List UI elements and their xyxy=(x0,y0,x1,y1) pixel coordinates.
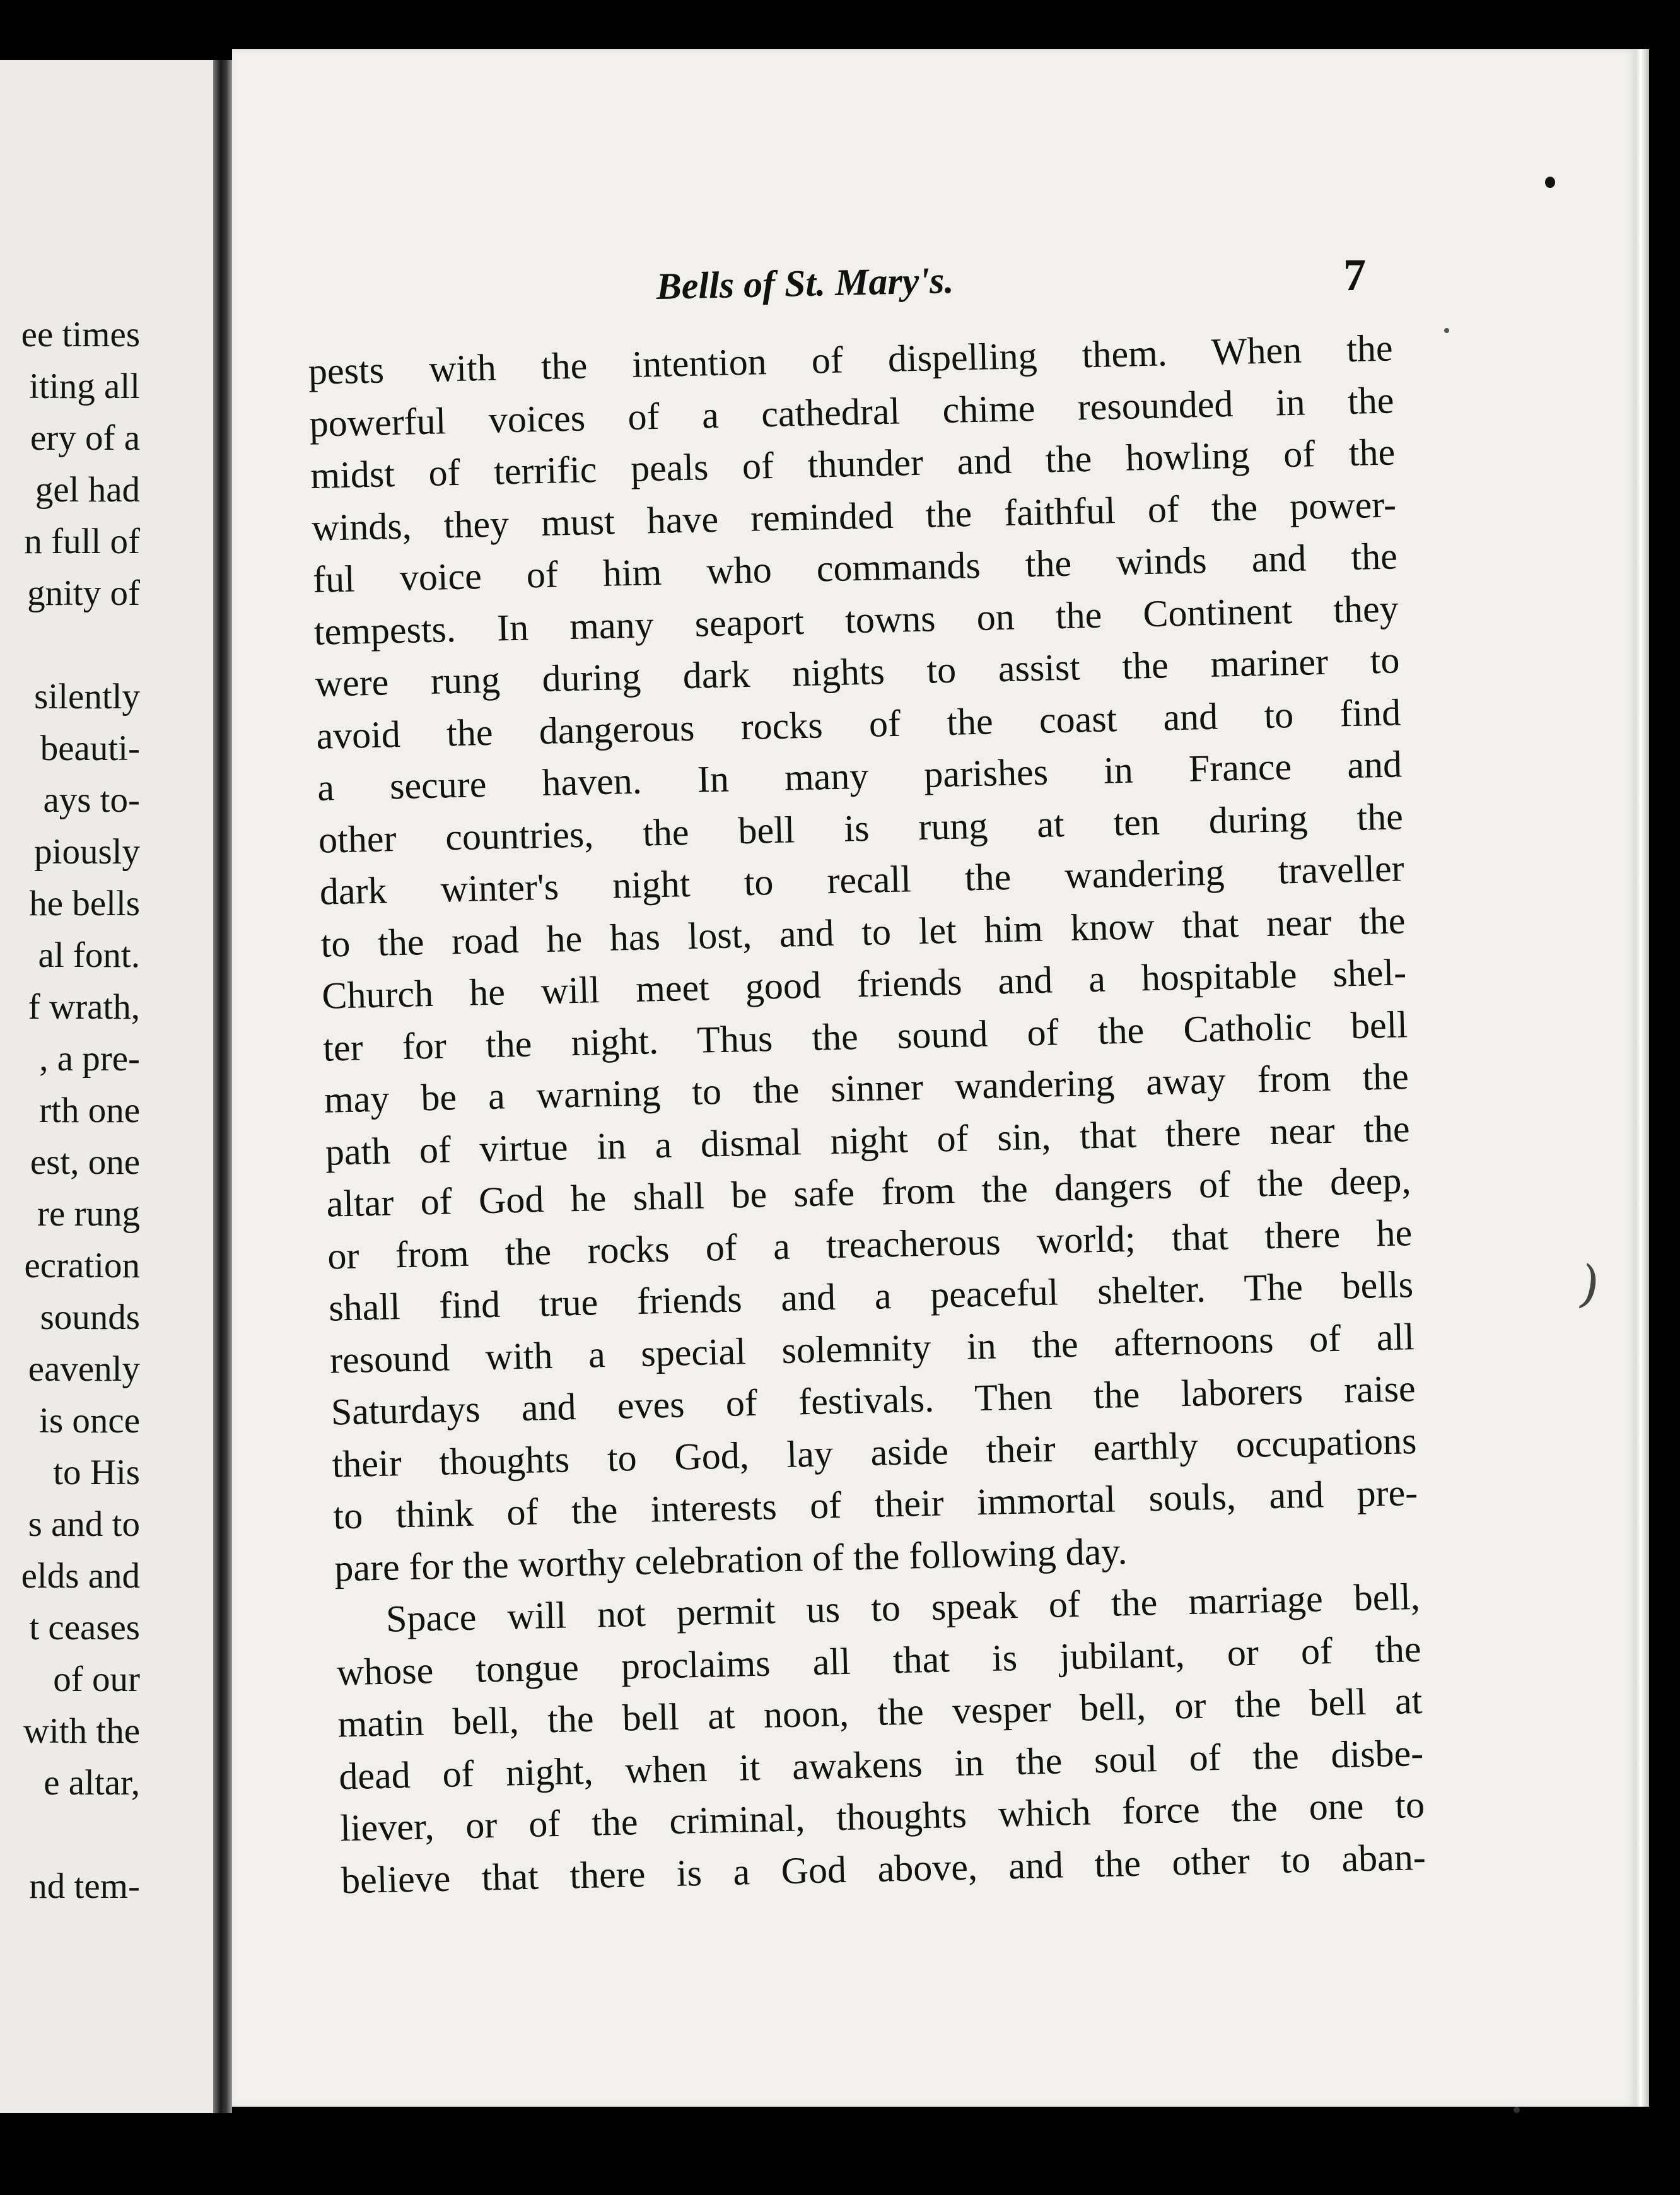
running-title: Bells of St. Mary's. xyxy=(656,259,955,307)
text-line: winds, they must have reminded the faithful of the power- xyxy=(311,483,1397,549)
text-line: dead of night, when it awakens in the soul of the disbe- xyxy=(338,1731,1424,1797)
left-line: f wrath, xyxy=(28,987,140,1027)
left-line: nd tem- xyxy=(29,1866,140,1906)
text-line: powerful voices of a cathedral chime resounded in the xyxy=(308,378,1395,445)
text-line: altar of God he shall be safe from the dangers of the deep, xyxy=(325,1159,1412,1225)
left-line: s and to xyxy=(28,1504,140,1544)
text-line: dark winter's night to recall the wandering traveller xyxy=(319,847,1405,913)
left-line: piously xyxy=(34,832,140,872)
left-line: re rung xyxy=(37,1194,140,1234)
left-line: al font. xyxy=(38,935,140,975)
text-line: ful voice of him who commands the winds and the xyxy=(312,535,1398,600)
left-line: beauti- xyxy=(40,729,140,768)
left-line: t ceases xyxy=(29,1608,140,1648)
left-page-text xyxy=(0,309,140,1912)
text-line: shall find true friends and a peaceful shelter. The bells xyxy=(328,1263,1414,1329)
text-line: ter for the night. Thus the sound of the Catholic bell xyxy=(322,1003,1408,1069)
left-line: ecration xyxy=(24,1246,140,1285)
left-line: elds and xyxy=(21,1556,140,1596)
text-line: their thoughts to God, lay aside their earthly occupations xyxy=(331,1419,1417,1485)
text-line: tempests. In many seaport towns on the Continent they xyxy=(313,587,1399,653)
text-line: Church he will meet good friends and a hospitable shel- xyxy=(321,951,1407,1017)
text-line: matin bell, the bell at noon, the vesper bell, or the bell at xyxy=(337,1679,1423,1745)
text-line: Saturdays and eves of festivals. Then the laborers raise xyxy=(330,1367,1416,1433)
left-line: sounds xyxy=(40,1297,140,1337)
left-line: iting all xyxy=(29,366,140,406)
page-number: 7 xyxy=(1343,250,1366,300)
left-line: to His xyxy=(53,1453,140,1492)
ink-speck xyxy=(1514,2107,1520,2113)
text-line: were rung during dark nights to assist the mariner to xyxy=(314,639,1401,705)
left-line: is once xyxy=(39,1401,140,1441)
left-line: of our xyxy=(53,1659,140,1699)
text-line: pests with the intention of dispelling them. When the xyxy=(308,327,1394,392)
page-edge xyxy=(1635,49,1649,2107)
left-line: with the xyxy=(23,1711,140,1751)
left-line: e altar, xyxy=(44,1763,140,1803)
ink-speck xyxy=(1444,328,1449,333)
ink-speck xyxy=(1545,177,1555,188)
text-line: avoid the dangerous rocks of the coast and to find xyxy=(315,691,1401,757)
left-line: est, one xyxy=(30,1142,140,1182)
text-line: whose tongue proclaims all that is jubilant, or of the xyxy=(336,1627,1422,1693)
left-line: n full of xyxy=(24,522,140,561)
text-line: pare for the worthy celebration of the following day. xyxy=(334,1530,1128,1589)
left-line: gnity of xyxy=(27,573,140,613)
paragraph-start-line: Space will not permit us to speak of the marriage bell, xyxy=(385,1576,1421,1640)
text-line: a secure haven. In many parishes in France and xyxy=(317,743,1403,809)
margin-bracket-mark: ) xyxy=(1575,1253,1605,1316)
left-line: eavenly xyxy=(28,1349,140,1389)
left-page xyxy=(0,60,230,2113)
body-text xyxy=(308,322,1426,1906)
left-line: gel had xyxy=(35,470,140,510)
text-line: or from the rocks of a treacherous world; that there he xyxy=(327,1211,1413,1277)
left-line: silently xyxy=(34,677,140,717)
text-line: other countries, the bell is rung at ten during the xyxy=(318,795,1404,861)
text-line: liever, or of the criminal, thoughts which force the one to xyxy=(339,1783,1425,1849)
left-line: rth one xyxy=(39,1091,140,1130)
text-line: path of virtue in a dismal night of sin, that there near the xyxy=(325,1107,1411,1173)
left-line xyxy=(0,1809,140,1861)
left-line: he bells xyxy=(29,884,140,923)
left-line: , a pre- xyxy=(39,1039,140,1079)
text-line: to think of the interests of their immortal souls, and pre- xyxy=(332,1472,1418,1537)
text-line: to the road he has lost, and to let him know that near the xyxy=(320,899,1406,965)
left-line xyxy=(0,619,140,671)
text-line: midst of terrific peals of thunder and the howling of the xyxy=(310,431,1396,496)
left-line: ery of a xyxy=(30,418,140,458)
text-line: resound with a special solemnity in the afternoons of all xyxy=(329,1315,1415,1381)
book-gutter xyxy=(213,60,232,2113)
left-line: ays to- xyxy=(43,780,140,820)
text-line: believe that there is a God above, and the other to aban- xyxy=(341,1835,1426,1901)
left-line: ee times xyxy=(21,315,140,354)
text-line: may be a warning to the sinner wandering away from the xyxy=(324,1055,1409,1121)
